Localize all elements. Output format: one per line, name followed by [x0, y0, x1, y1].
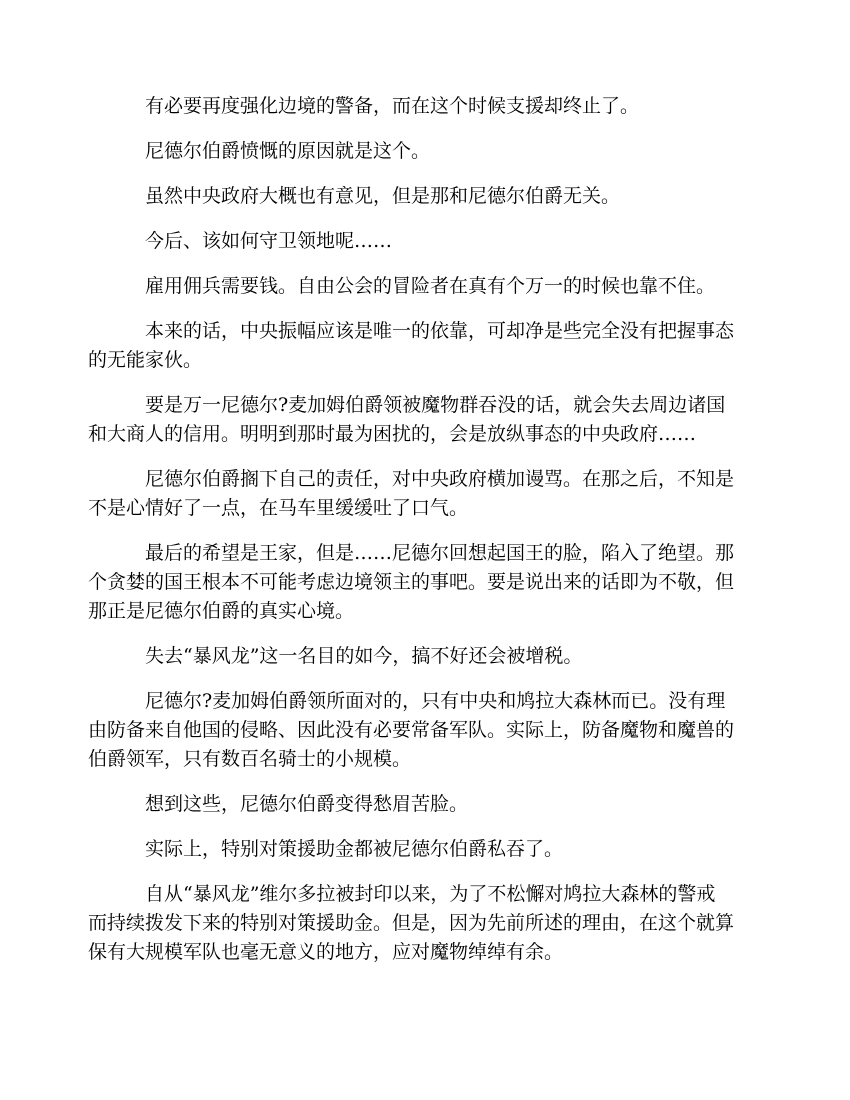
paragraph-5: 雇用佣兵需要钱。自由公会的冒险者在真有个万一的时候也靠不住。 — [145, 275, 716, 297]
document-page — [88, 92, 734, 983]
paragraph-2: 尼德尔伯爵愤慨的原因就是这个。 — [145, 140, 431, 162]
paragraph-12: 想到这些，尼德尔伯爵变得愁眉苦脸。 — [145, 793, 469, 815]
paragraph-9: 最后的希望是王家，但是……尼德尔回想起国王的脸，陷入了绝望。那个贪婪的国王根本不可能考虑边境领主的事吧。要是说出来的话即为不敬，但那正是尼德尔伯爵的真实心境。 — [88, 542, 735, 622]
paragraph-6: 本来的话，中央振幅应该是唯一的依靠，可却净是些完全没有把握事态的无能家伙。 — [88, 320, 735, 371]
paragraph-7: 要是万一尼德尔?麦加姆伯爵领被魔物群吞没的话，就会失去周边诸国和大商人的信用。明明到那时最为困扰的，会是放纵事态的中央政府…… — [88, 394, 726, 445]
paragraph-13: 实际上，特别对策援助金都被尼德尔伯爵私吞了。 — [145, 838, 564, 860]
paragraph-1: 有必要再度强化边境的警备，而在这个时候支援却终止了。 — [145, 95, 640, 117]
paragraph-8: 尼德尔伯爵搁下自己的责任，对中央政府横加谩骂。在那之后，不知是不是心情好了一点，在马车里缓缓吐了口气。 — [88, 468, 735, 519]
paragraph-3: 虽然中央政府大概也有意见，但是那和尼德尔伯爵无关。 — [145, 185, 621, 207]
paragraph-11: 尼德尔?麦加姆伯爵领所面对的，只有中央和鸠拉大森林而已。没有理由防备来自他国的侵略、因此没有必要常备军队。实际上，防备魔物和魔兽的伯爵领军，只有数百名骑士的小规模。 — [88, 690, 735, 770]
paragraph-10: 失去“暴风龙”这一名目的如今，搞不好还会被增税。 — [145, 645, 583, 667]
paragraph-14: 自从“暴风龙”维尔多拉被封印以来，为了不松懈对鸠拉大森林的警戒而持续拨发下来的特别对策援助金。但是，因为先前所述的理由，在这个就算保有大规模军队也毫无意义的地方，应对魔物绰绰有余。 — [88, 883, 735, 963]
paragraph-4: 今后、该如何守卫领地呢…… — [145, 230, 393, 252]
